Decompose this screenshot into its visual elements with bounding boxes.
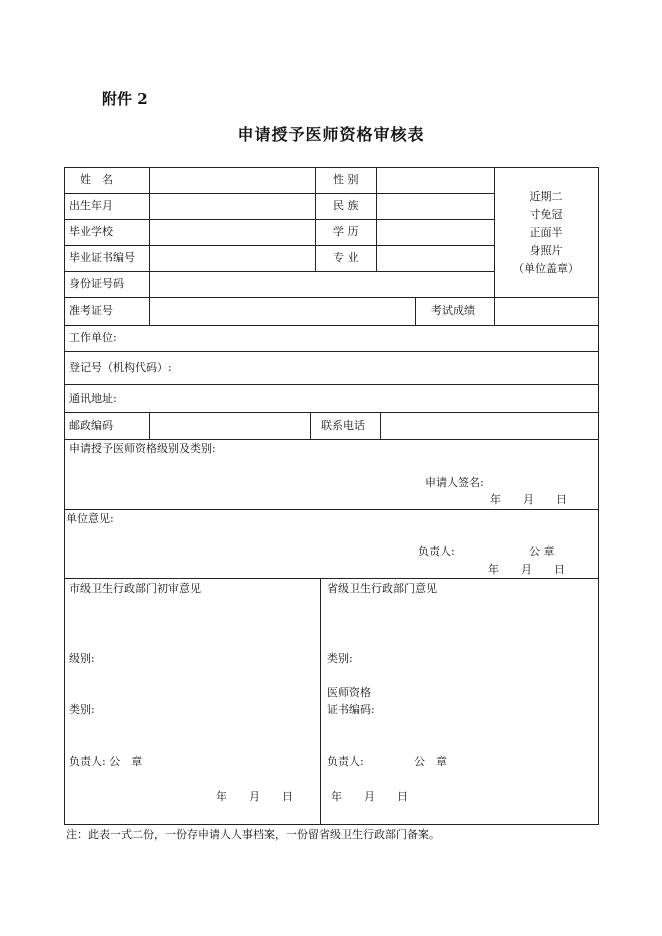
unit-date: 年 月 日 <box>488 563 565 576</box>
city-category-label: 类别: <box>69 703 95 716</box>
birth-label: 出生年月 <box>69 199 113 212</box>
major-label: 专 业 <box>333 251 359 264</box>
exam-no-field[interactable] <box>150 298 414 324</box>
photo-line: 身照片 <box>529 244 563 257</box>
phone-label: 联系电话 <box>321 419 365 432</box>
unit-seal-label: 公 章 <box>529 545 555 558</box>
ethnicity-field[interactable] <box>377 194 493 218</box>
education-field[interactable] <box>377 220 493 244</box>
ethnicity-label: 民 族 <box>333 199 359 212</box>
diploma-no-field[interactable] <box>150 246 314 270</box>
postcode-label: 邮政编码 <box>69 419 113 432</box>
education-label: 学 历 <box>333 225 359 238</box>
attachment-label: 附件 2 <box>102 90 148 108</box>
id-no-field[interactable] <box>150 272 493 296</box>
cert-label-line2: 证书编码: <box>327 703 375 716</box>
city-responsible-label: 负责人: 公 章 <box>69 755 143 768</box>
unit-opinion-label: 单位意见: <box>66 512 114 525</box>
address-label: 通讯地址: <box>69 392 117 405</box>
postcode-field[interactable] <box>150 413 309 438</box>
photo-line: 寸免冠 <box>529 208 563 221</box>
page-title: 申请授予医师资格审核表 <box>237 125 425 144</box>
major-field[interactable] <box>377 246 493 270</box>
city-level-label: 级别: <box>69 652 95 665</box>
province-level-label: 类别: <box>327 652 353 665</box>
phone-field[interactable] <box>381 413 597 438</box>
unit-responsible-label: 负责人: <box>418 545 455 558</box>
diploma-no-label: 毕业证书编号 <box>69 251 135 264</box>
province-seal-label: 公 章 <box>414 755 447 768</box>
work-unit-label: 工作单位: <box>69 331 117 344</box>
province-responsible-label: 负责人: <box>327 755 364 768</box>
school-label: 毕业学校 <box>69 225 113 238</box>
school-field[interactable] <box>150 220 314 244</box>
photo-line: （单位盖章） <box>513 262 579 275</box>
reg-no-label: 登记号（机构代码）: <box>69 361 172 374</box>
applicant-sign-label: 申请人签名: <box>425 476 484 489</box>
exam-score-field[interactable] <box>495 298 597 324</box>
name-field[interactable] <box>150 168 314 192</box>
applicant-date: 年 月 日 <box>490 493 567 506</box>
id-no-label: 身份证号码 <box>69 277 124 290</box>
birth-field[interactable] <box>150 194 314 218</box>
province-opinion-label: 省级卫生行政部门意见 <box>327 582 437 595</box>
city-opinion-label: 市级卫生行政部门初审意见 <box>69 582 201 595</box>
apply-category-label: 申请授予医师资格级别及类别: <box>69 442 216 455</box>
photo-line: 近期二 <box>529 190 563 203</box>
exam-no-label: 准考证号 <box>69 304 113 317</box>
exam-score-label: 考试成绩 <box>431 304 475 317</box>
province-date: 年 月 日 <box>331 790 408 803</box>
cert-label-line1: 医师资格 <box>327 686 371 699</box>
gender-field[interactable] <box>377 168 493 192</box>
photo-box <box>494 188 598 278</box>
city-date: 年 月 日 <box>216 790 293 803</box>
name-label: 姓 名 <box>80 173 113 186</box>
photo-line: 正面半 <box>529 226 563 239</box>
gender-label: 性 别 <box>333 173 359 186</box>
footer-note: 注：此表一式二份，一份存申请人人事档案，一份留省级卫生行政部门备案。 <box>66 828 440 841</box>
